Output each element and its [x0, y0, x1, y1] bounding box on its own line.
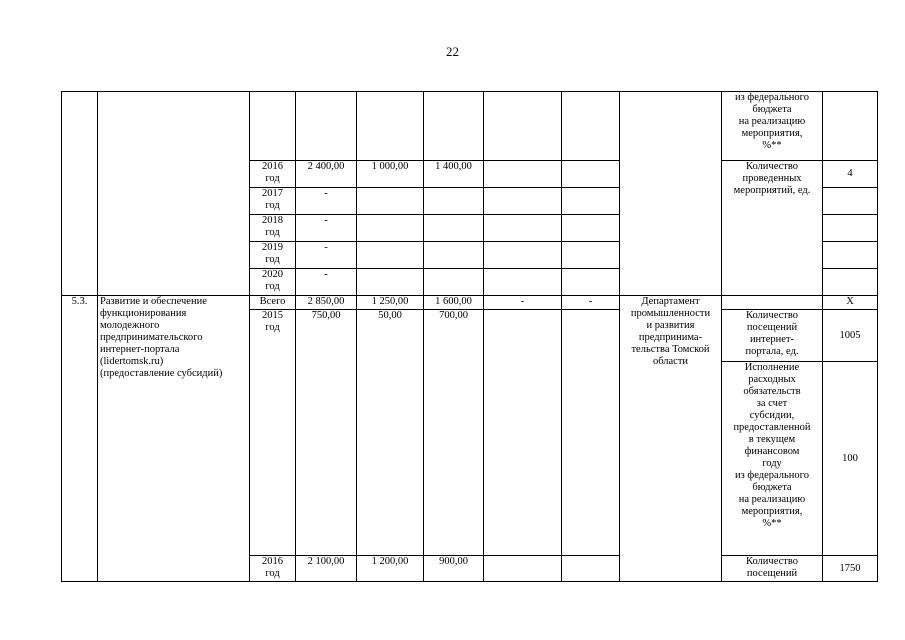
table-row: [62, 92, 878, 161]
indicator-cell: Исполнение расходных обязательств за счет субсидии, предоставленной в текущем финансовом году из федерального бюджета на реализацию мероприятия, %**: [722, 362, 823, 556]
cont-indicator2-cell: Количество проведенных мероприятий, ед.: [722, 161, 823, 296]
total-cell: 750,00: [296, 310, 357, 556]
fed-cell: 1 250,00: [357, 296, 424, 310]
total-cell: -: [296, 188, 357, 215]
year-cell: 2020 год: [250, 269, 296, 296]
indicator-cell: Количество посещений: [722, 556, 823, 582]
year-cell: 2017 год: [250, 188, 296, 215]
indicator-value: 1750: [823, 556, 878, 582]
page-number: 22: [446, 44, 459, 59]
total-label: Всего: [250, 296, 296, 310]
total-cell: 2 850,00: [296, 296, 357, 310]
total-cell: -: [296, 269, 357, 296]
item-number: 5.3.: [62, 296, 98, 582]
fed-cell: 1 000,00: [357, 161, 424, 188]
cont-indicator-cell: из федерального бюджета на реализацию мероприятия, %**: [722, 92, 823, 161]
year-cell: 2015 год: [250, 310, 296, 556]
total-cell: 2 100,00: [296, 556, 357, 582]
total-cell: 2 400,00: [296, 161, 357, 188]
budget-table: [61, 91, 878, 582]
item-name-cell: Развитие и обеспечение функционирования молодежного предпринимательского интернет-портала (lidertomsk.ru) (предоставление субсидий): [98, 296, 250, 582]
indicator-cell: Количество посещений интернет- портала, ед.: [722, 310, 823, 362]
fed-cell: 50,00: [357, 310, 424, 556]
other-cell: -: [562, 296, 620, 310]
year-cell: 2016 год: [250, 556, 296, 582]
total-cell: -: [296, 215, 357, 242]
cont-num-cell: [62, 92, 98, 296]
indicator-value: 100: [823, 362, 878, 556]
dept-cell: Департамент промышленности и развития предпринима- тельства Томской области: [620, 296, 722, 582]
year-cell: 2019 год: [250, 242, 296, 269]
local-cell: -: [484, 296, 562, 310]
fed-cell: 1 200,00: [357, 556, 424, 582]
indicator-value: 1005: [823, 310, 878, 362]
table-row: [62, 296, 878, 310]
reg-cell: 1 400,00: [424, 161, 484, 188]
x-mark: Х: [823, 296, 878, 310]
cont-dept-cell: [620, 92, 722, 296]
reg-cell: 900,00: [424, 556, 484, 582]
indicator-value: 4: [823, 161, 878, 188]
total-cell: -: [296, 242, 357, 269]
reg-cell: 700,00: [424, 310, 484, 556]
reg-cell: 1 600,00: [424, 296, 484, 310]
year-cell: 2018 год: [250, 215, 296, 242]
cont-name-cell: [98, 92, 250, 296]
year-cell: 2016 год: [250, 161, 296, 188]
